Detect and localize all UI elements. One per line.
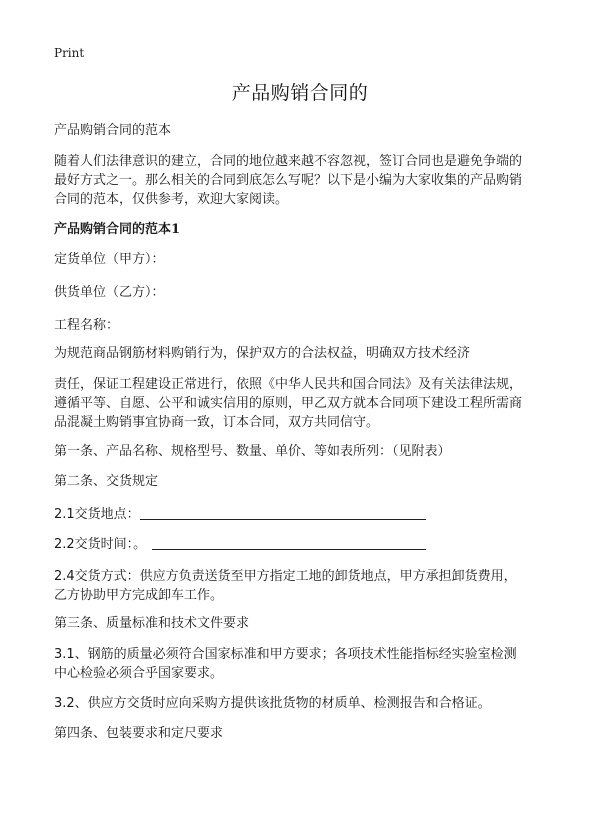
document-title: 产品购销合同的 — [231, 82, 369, 104]
delivery-method-line-1: 2.4交货方式：供应方负责送货至甲方指定工地的卸货地点，甲方承担卸货费用， — [54, 569, 517, 584]
delivery-place-underline — [140, 519, 426, 520]
section1-heading: 产品购销合同的范本1 — [54, 222, 181, 237]
responsibility-line-3: 品混凝土购销事宜协商一致，订本合同，双方共同信守。 — [54, 415, 380, 430]
intro-line-3: 合同的范本，仅供参考，欢迎大家阅读。 — [54, 192, 289, 207]
article2-line: 第二条、交货规定 — [54, 474, 159, 489]
print-label: Print — [54, 46, 85, 60]
documents-line: 3.2、供应方交货时应向采购方提供该批货物的材质单、检测报告和合格证。 — [54, 696, 491, 711]
quality-line-2: 中心检验必须合乎国家要求。 — [54, 666, 224, 681]
delivery-time-line: 2.2交货时间：。 — [54, 537, 147, 552]
article4-line: 第四条、包装要求和定尺要求 — [54, 726, 224, 741]
responsibility-line-1: 责任，保证工程建设正常进行，依照《中华人民共和国合同法》及有关法律法规， — [54, 377, 523, 392]
quality-line-1: 3.1、钢筋的质量必须符合国家标准和甲方要求；各项技术性能指标经实验室检测 — [54, 647, 517, 662]
delivery-time-underline — [152, 549, 426, 550]
purpose-line: 为规范商品钢筋材料购销行为，保护双方的合法权益，明确双方技术经济 — [54, 346, 471, 361]
intro-line-1: 随着人们法律意识的建立，合同的地位越来越不容忽视，签订合同也是避免争端的 — [54, 154, 523, 169]
delivery-method-line-2: 乙方协助甲方完成卸车工作。 — [54, 588, 224, 603]
document-subtitle: 产品购销合同的范本 — [54, 123, 172, 138]
article3-line: 第三条、质量标准和技术文件要求 — [54, 616, 250, 631]
responsibility-line-2: 遵循平等、自愿、公平和诚实信用的原则，甲乙双方就本合同项下建设工程所需商 — [54, 396, 523, 411]
buyer-line: 定货单位（甲方）： — [54, 252, 165, 267]
intro-line-2: 最好方式之一。那么相关的合同到底怎么写呢？以下是小编为大家收集的产品购销 — [54, 173, 523, 188]
supplier-line: 供货单位（乙方）： — [54, 285, 165, 300]
article1-line: 第一条、产品名称、规格型号、数量、单价、等如表所列：（见附表） — [54, 444, 451, 459]
delivery-place-line: 2.1交货地点： — [54, 507, 140, 522]
project-name-line: 工程名称： — [54, 318, 120, 333]
